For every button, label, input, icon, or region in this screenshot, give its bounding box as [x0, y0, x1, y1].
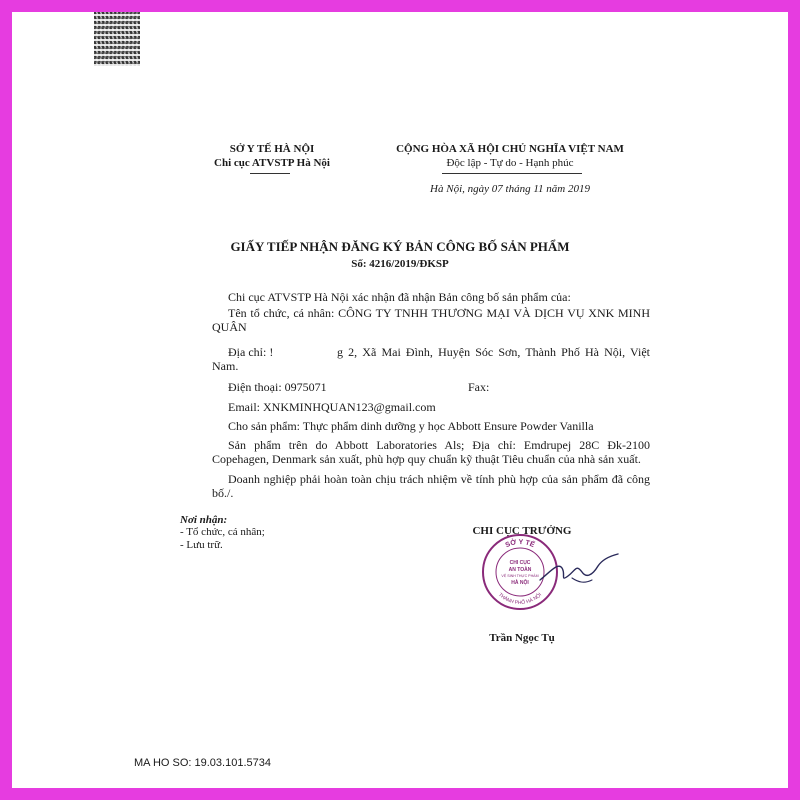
stamp-center-line: CHI CỤC [509, 560, 531, 566]
motto-underline [442, 173, 582, 174]
responsibility-text-cont: bố./. [212, 486, 234, 500]
manufacturer-text: Sản phẩm trên do Abbott Laboratories Als; Địa chỉ: Emdrupej 28C Đk-2100 [228, 438, 650, 452]
recipient-item: - Tổ chức, cá nhân; [180, 526, 265, 538]
stamp-center-line: VỆ SINH THỰC PHẨM [501, 574, 539, 578]
responsibility-text: Doanh nghiệp phải hoàn toàn chịu trách nhiệm về tính phù hợp của sản phẩm đã công [228, 472, 650, 486]
email-address: Email: XNKMINHQUAN123@gmail.com [228, 400, 436, 414]
stamp-center-line: HÀ NỘI [511, 580, 529, 586]
document-date: Hà Nội, ngày 07 tháng 11 năm 2019 [430, 183, 590, 195]
signer-name: Trần Ngọc Tụ [489, 632, 555, 644]
document-page [12, 12, 788, 788]
address-text-cont: Nam. [212, 359, 239, 373]
phone-number: Điện thoại: 0975071 [228, 380, 327, 394]
national-title: CỘNG HÒA XÃ HỘI CHỦ NGHĨA VIỆT NAM [396, 143, 624, 155]
recipient-item: - Lưu trữ. [180, 539, 223, 551]
issuer-underline [250, 173, 290, 174]
organization-name: Tên tổ chức, cá nhân: CÔNG TY TNHH THƯƠNG MẠI VÀ DỊCH VỤ XNK MINH [228, 306, 650, 320]
qr-code [94, 12, 140, 66]
address-label: Địa chỉ: ! [228, 345, 274, 359]
fax-label: Fax: [468, 380, 490, 394]
product-name: Cho sản phẩm: Thực phẩm dinh dưỡng y học Abbott Ensure Powder Vanilla [228, 419, 594, 433]
stamp-top-text: SỞ Y TẾ [504, 538, 536, 550]
handwritten-signature [532, 542, 622, 592]
recipients-label: Nơi nhận: [180, 514, 228, 526]
stamp-bottom-text: THÀNH PHỐ HÀ NỘI [496, 591, 544, 607]
stamp-center-line: AN TOÀN [508, 567, 532, 573]
intro-text: Chi cục ATVSTP Hà Nội xác nhận đã nhận Bản công bố sản phẩm của: [228, 290, 571, 304]
redaction-block [280, 343, 334, 357]
manufacturer-text-cont: Copehagen, Denmark sản xuất, phù hợp quy chuẩn kỹ thuật Tiêu chuẩn của nhà sản xuất. [212, 452, 641, 466]
signer-role: CHI CỤC TRƯỞNG [472, 525, 572, 537]
organization-name-cont: QUÂN [212, 320, 247, 334]
document-number: Số: 4216/2019/ĐKSP [351, 258, 449, 270]
national-motto: Độc lập - Tự do - Hạnh phúc [446, 157, 574, 169]
issuer-office: Chi cục ATVSTP Hà Nội [214, 157, 330, 169]
issuer-department: SỞ Y TẾ HÀ NỘI [229, 143, 315, 155]
record-code: MA HO SO: 19.03.101.5734 [134, 757, 271, 769]
document-title: GIẤY TIẾP NHẬN ĐĂNG KÝ BẢN CÔNG BỐ SẢN PHẨM [230, 239, 570, 254]
address-text: g 2, Xã Mai Đình, Huyện Sóc Sơn, Thành Phố Hà Nội, Việt [337, 345, 650, 359]
